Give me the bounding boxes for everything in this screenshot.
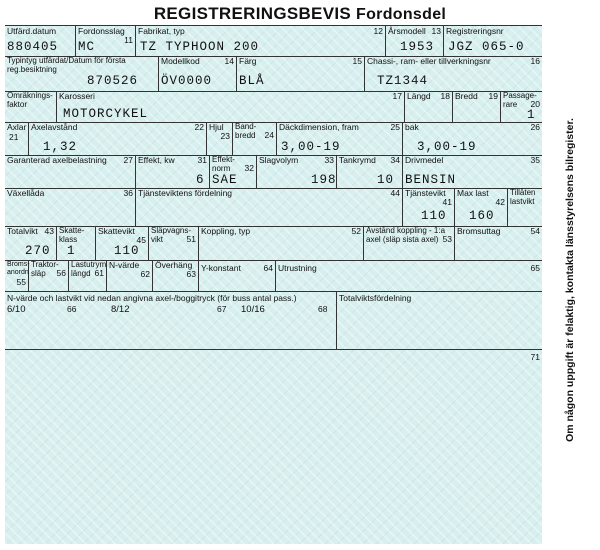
effektnorm-value: SAE [212, 173, 238, 187]
field-lastutrymme-langd: Lastutrym längd 61 [69, 260, 107, 291]
drivmedel-value: BENSIN [405, 173, 457, 187]
field-n-varde: N-värde 62 [107, 260, 153, 291]
tankrymd-value: 10 [377, 173, 395, 187]
totalvikt-value: 270 [25, 244, 51, 258]
document-title [0, 4, 600, 24]
field-tjanstevikt-fordelning: Tjänsteviktens fördelning 44 [136, 188, 403, 226]
dack-fram-value: 3,00-19 [281, 140, 341, 154]
row-8 [5, 260, 542, 292]
field-tjanstevikt: Tjänstevikt 41 110 [403, 188, 455, 226]
field-karosseri: Karosseri 17 MOTORCYKEL [57, 91, 405, 122]
maxlast-value: 160 [469, 209, 495, 223]
axle-value-3: 10/16 [241, 304, 265, 315]
field-bredd: Bredd 19 [453, 91, 501, 122]
row-5 [5, 155, 542, 189]
field-omrakningsfaktor: Omräknings- faktor [5, 91, 57, 122]
field-arsmodell: Årsmodell 13 1953 [386, 26, 444, 56]
typintyg-value: 870526 [87, 74, 139, 88]
field-71: 71 [530, 352, 540, 362]
field-slagvolym: Slagvolym 33 198 [259, 155, 337, 187]
field-garanterad-axelbelastning: Garanterad axelbelastning 27 [5, 155, 136, 188]
arsmodell-value: 1953 [400, 40, 435, 54]
field-slapvagnsvikt: Släpvagns- vikt 51 [149, 226, 199, 260]
field-utrustning: Utrustning 65 [278, 263, 540, 273]
field-bromsuttag: Bromsuttag 54 [457, 226, 540, 236]
row-10 [5, 349, 542, 544]
field-axlar: Axlar 21 [5, 122, 29, 155]
axelavstand-value: 1,32 [43, 140, 78, 154]
row-1 [5, 26, 542, 57]
field-bromsanordning: Broms- anordn 55 [5, 260, 29, 291]
field-fabrikat-typ: Fabrikat, typ 12 TZ TYPHOON 200 [136, 26, 386, 56]
field-registreringsnr: Registreringsnr JGZ 065-0 [446, 26, 525, 54]
field-axelavstand: Axelavstånd 22 1,32 [29, 122, 207, 155]
field-dack-fram: Däckdimension, fram 25 3,00-19 [277, 122, 403, 155]
farg-value: BLÅ [239, 74, 265, 88]
skattevikt-value: 110 [114, 244, 140, 258]
side-note: Om någon uppgift är felaktig, kontakta länsstyrelsens bilregister. [564, 118, 576, 442]
field-avstand-koppling: Avstånd koppling - 1:a axel (släp sista axel) 53 [364, 226, 455, 260]
slagvolym-value: 198 [311, 173, 337, 187]
fordonsslag-value: MC [78, 40, 96, 54]
row-3 [5, 91, 542, 123]
field-y-konstant: Y-konstant 64 [199, 260, 276, 291]
field-chassi: Chassi-, ram- eller tillverkningsnr 16 TZ1344 [367, 56, 540, 88]
field-tillaten-lastvikt: Tillåten lastvikt [510, 188, 536, 206]
field-langd: Längd 18 [405, 91, 453, 122]
field-vaxellada: Växellåda 36 [5, 188, 136, 226]
field-effektnorm: Effekt- norm 32 SAE [210, 155, 257, 188]
title-main: REGISTRERINGSBEVIS [153, 4, 351, 23]
field-koppling-typ: Koppling, typ 52 [199, 226, 364, 260]
field-skatteklass: Skatte- klass 1 [57, 226, 96, 260]
field-fordonsslag: Fordonsslag 11 MC [76, 26, 136, 56]
row-7 [5, 226, 542, 261]
field-typintyg: Typintyg utfärdat/Datum för första reg.besiktning 870526 [5, 56, 159, 91]
field-modellkod: Modellkod 14 ÖV0000 [159, 56, 237, 91]
field-effekt: Effekt, kw 31 6 [136, 155, 210, 188]
row-9 [5, 291, 542, 350]
field-totalvikt: Totalvikt 43 270 [5, 226, 57, 260]
field-utfard-datum: Utfärd.datum 880405 [5, 26, 76, 56]
field-hjul: Hjul 23 [207, 122, 233, 155]
title-sub: Fordonsdel [356, 6, 447, 23]
axle-value-2: 8/12 [111, 304, 130, 315]
row-2 [5, 56, 542, 92]
field-farg: Färg 15 BLÅ [237, 56, 365, 91]
axle-value-1: 6/10 [7, 304, 26, 315]
skatteklass-value: 1 [67, 244, 76, 258]
field-traktorslap: Traktor- släp 56 [29, 260, 69, 291]
row-4 [5, 122, 542, 156]
modellkod-value: ÖV0000 [161, 74, 213, 88]
chassi-value: TZ1344 [377, 74, 429, 88]
regnr-value: JGZ 065-0 [448, 40, 525, 54]
field-drivmedel: Drivmedel 35 BENSIN [405, 155, 540, 187]
vehicle-data-form [5, 25, 542, 544]
field-totalviktsfordelning: Totalviktsfördelning [339, 293, 412, 303]
utfard-value: 880405 [7, 40, 59, 54]
field-bandbredd: Band- bredd 24 [233, 122, 277, 155]
field-maxlast: Max last 42 160 [455, 188, 508, 226]
field-n-varde-lastvikt: N-värde och lastvikt vid nedan angivna axel-/boggitryck (för buss antal pass.) 6/10 66 8/12 67 10/16 68 [5, 291, 337, 349]
field-tankrymd: Tankrymd 34 10 [337, 155, 403, 188]
effekt-value: 6 [196, 173, 205, 187]
fabrikat-value: TZ TYPHOON 200 [140, 40, 260, 54]
field-overhang: Överhäng 63 [153, 260, 199, 291]
dack-bak-value: 3,00-19 [417, 140, 477, 154]
field-skattevikt: Skattevikt 45 110 [96, 226, 149, 260]
tjanstevikt-value: 110 [421, 209, 447, 223]
row-6 [5, 188, 542, 227]
karosseri-value: MOTORCYKEL [63, 107, 149, 121]
field-dack-bak: bak 26 3,00-19 [405, 122, 540, 154]
passagerare-value: 1 [527, 108, 536, 122]
field-passagerare: Passage- rare 20 1 [503, 91, 540, 122]
